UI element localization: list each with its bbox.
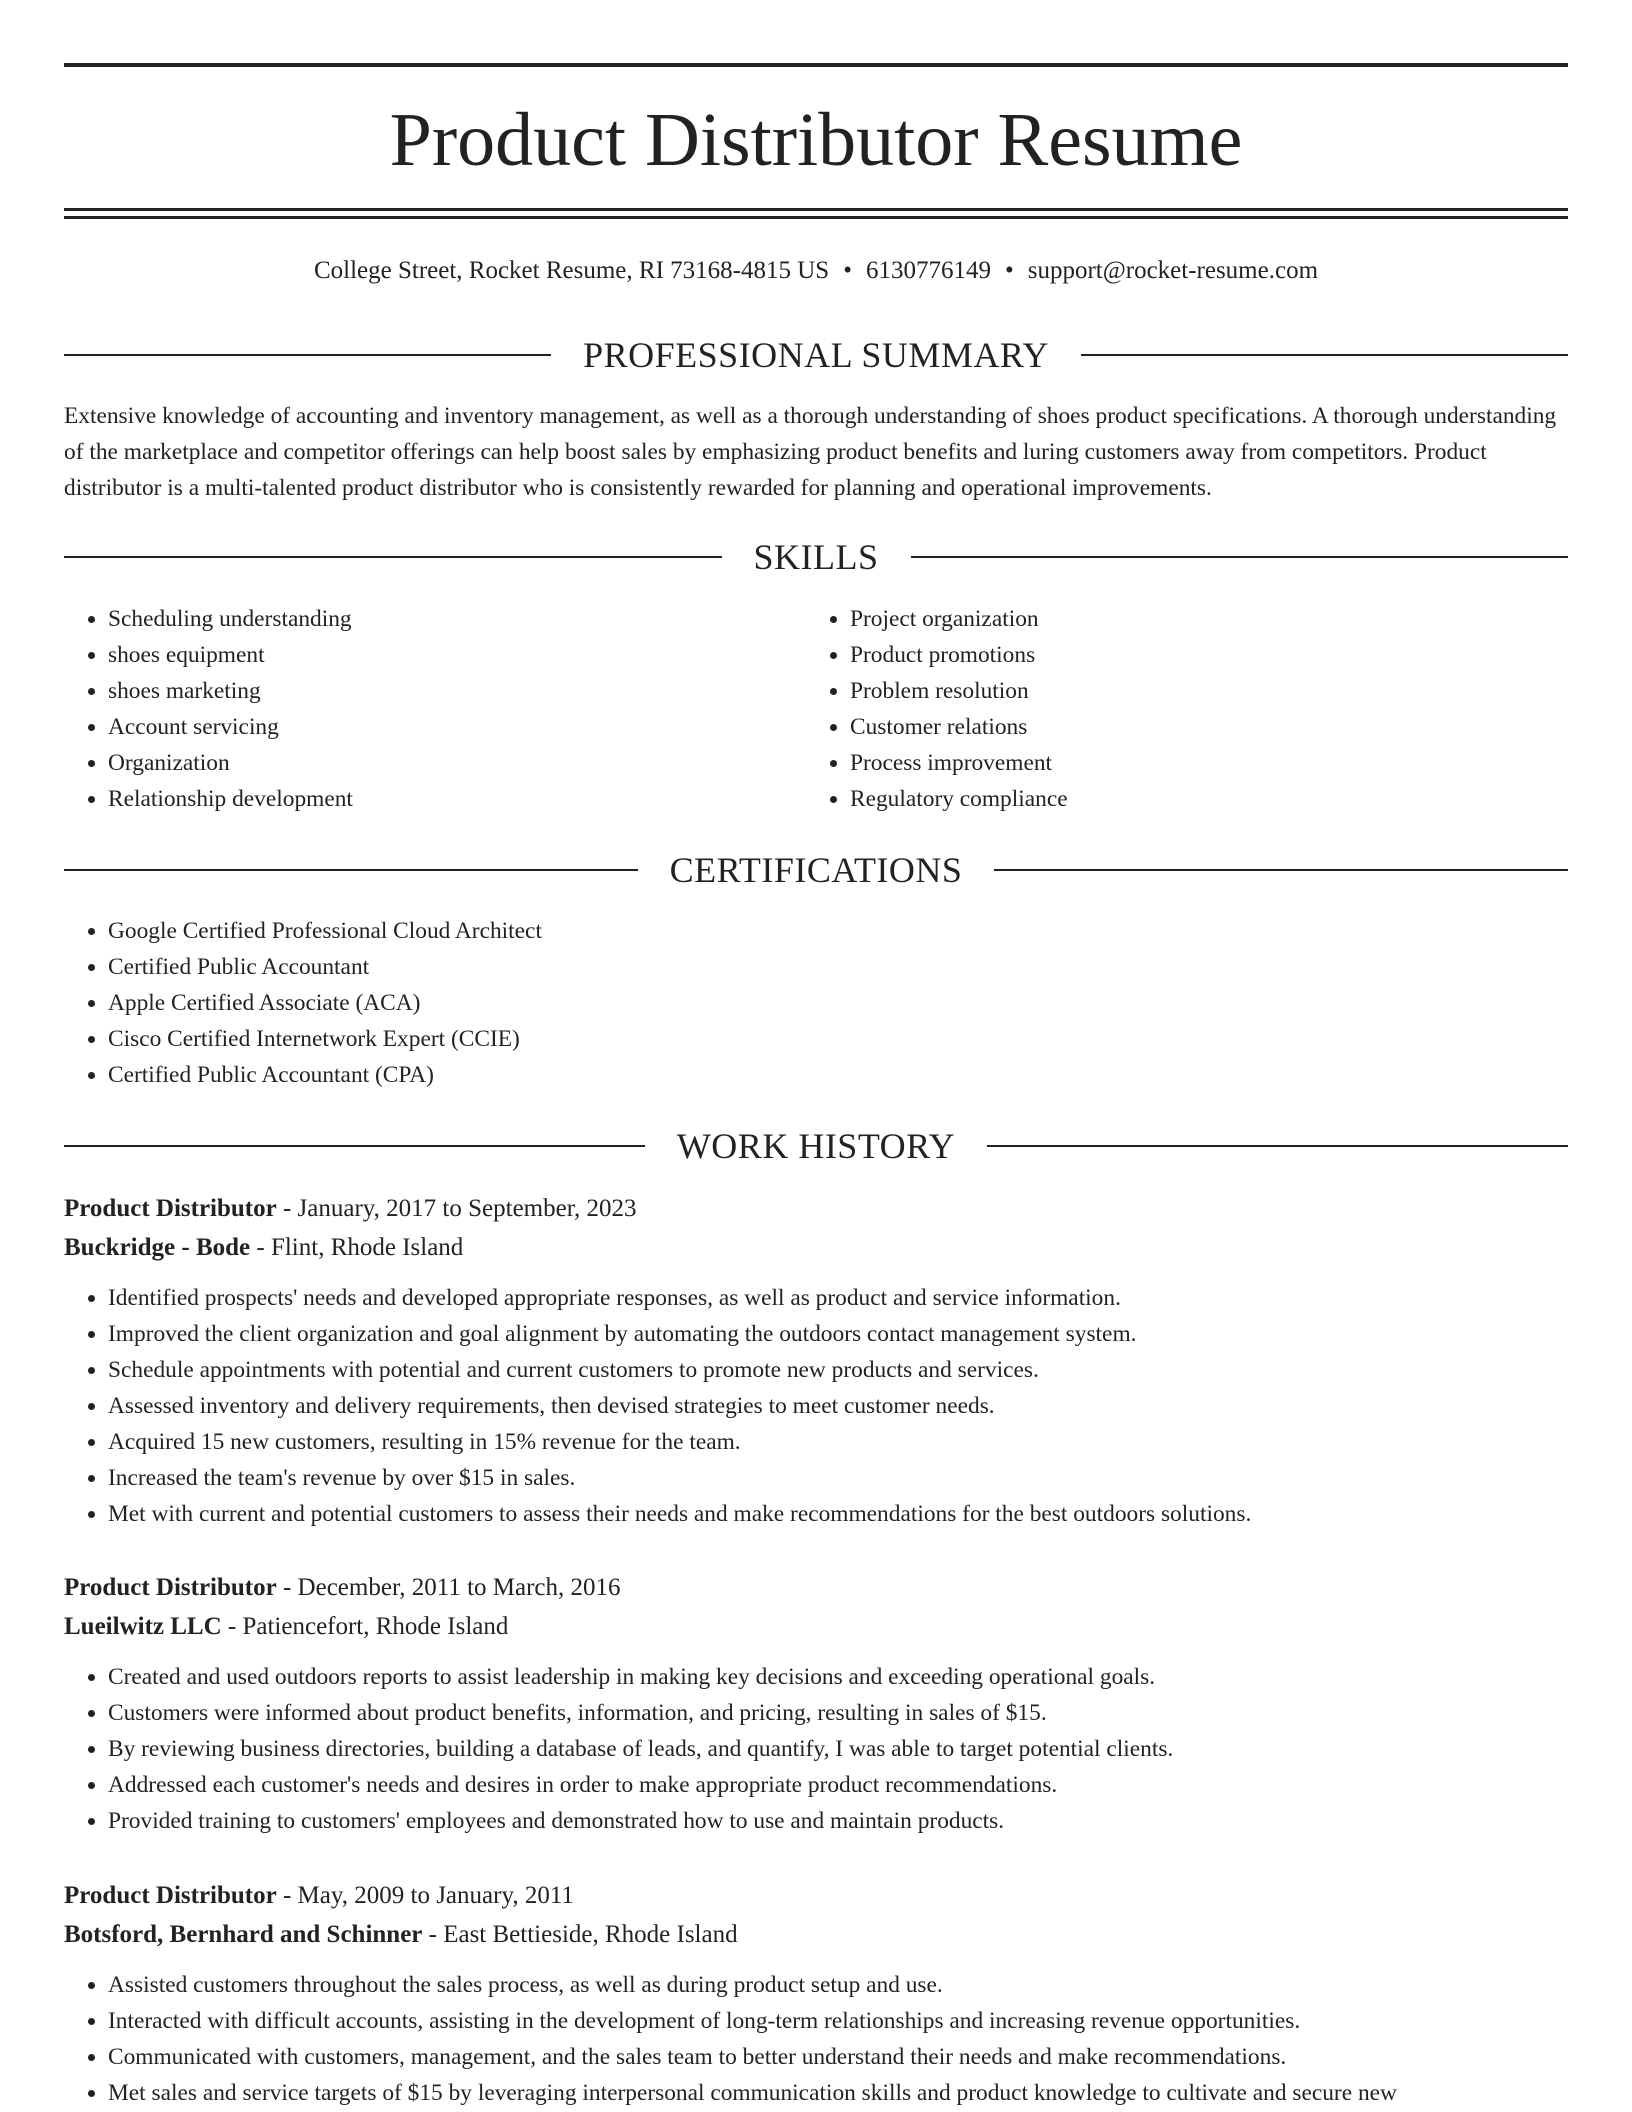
job-location: - Flint, Rhode Island [250, 1234, 464, 1261]
certification-item: • Cisco Certified Internetwork Expert (CCIE) [108, 1021, 1612, 1057]
skill-item: • Scheduling understanding [108, 601, 808, 637]
skill-item: • Problem resolution [850, 673, 1610, 709]
heading-rule [987, 1145, 1568, 1147]
job-role: Product Distributor [64, 1882, 277, 1909]
job-bullet: • Created and used outdoors reports to assist leadership in making key decisions and exceeding operational goals. [108, 1659, 1568, 1695]
contact-separator: • [843, 257, 852, 284]
certifications-list [64, 913, 1612, 1093]
skill-item: • Regulatory compliance [850, 781, 1610, 817]
heading-rule [64, 354, 551, 356]
job-bullet: • Met sales and service targets of $15 by leveraging interpersonal communication skills and product knowledge to cultivate and secure new [108, 2075, 1568, 2111]
skill-item: • Organization [108, 745, 808, 781]
job-bullet: • Improved the client organization and goal alignment by automating the outdoors contact management system. [108, 1316, 1568, 1352]
section-heading-label: SKILLS [753, 537, 879, 577]
skill-item: • Relationship development [108, 781, 808, 817]
section-heading-skills [64, 535, 1568, 579]
skill-item: • Product promotions [850, 637, 1610, 673]
section-heading-certifications [64, 848, 1568, 892]
job-entry [64, 1568, 1568, 1839]
job-bullet: • Identified prospects' needs and developed appropriate responses, as well as product and service information. [108, 1280, 1568, 1316]
job-title-line [64, 1189, 1568, 1228]
job-company-line [64, 1607, 1568, 1646]
heading-rule [911, 556, 1569, 558]
certification-item: • Certified Public Accountant (CPA) [108, 1057, 1612, 1093]
job-entry [64, 1876, 1568, 2111]
section-heading-label: CERTIFICATIONS [669, 850, 963, 890]
section-heading-work-history [64, 1124, 1568, 1168]
skills-list-left [64, 601, 808, 817]
heading-rule [64, 1145, 645, 1147]
job-bullet: • Increased the team's revenue by over $15 in sales. [108, 1460, 1568, 1496]
top-rule [64, 63, 1568, 67]
page-title: Product Distributor Resume [389, 98, 1243, 182]
job-dates: - December, 2011 to March, 2016 [276, 1574, 621, 1601]
certification-item: • Certified Public Accountant [108, 949, 1612, 985]
skill-item: • Process improvement [850, 745, 1610, 781]
section-heading-label: WORK HISTORY [676, 1126, 956, 1166]
contact-address: College Street, Rocket Resume, RI 73168-4815 US [313, 257, 830, 284]
contact-line [64, 254, 1568, 288]
job-bullet: • Met with current and potential customers to assess their needs and make recommendations for the best outdoors solutions. [108, 1496, 1568, 1532]
job-company: Lueilwitz LLC [64, 1613, 222, 1640]
certification-item: • Apple Certified Associate (ACA) [108, 985, 1612, 1021]
job-dates: - January, 2017 to September, 2023 [276, 1195, 637, 1222]
job-title-line [64, 1876, 1568, 1915]
skills-list-right [806, 601, 1610, 817]
job-bullets [64, 1967, 1568, 2111]
certification-item: • Google Certified Professional Cloud Architect [108, 913, 1612, 949]
section-heading-label: PROFESSIONAL SUMMARY [583, 335, 1049, 375]
summary-text: Extensive knowledge of accounting and inventory management, as well as a thorough understanding of shoes product specifications. A thorough understanding of the marketplace and competitor offerings can help boost sales by emphasizing product benefits and luring customers away from competitors. Product distributor is a multi-talented product distributor who is consistently rewarded for planning and operational improvements. [64, 403, 1557, 501]
job-bullet: • Provided training to customers' employees and demonstrated how to use and maintain products. [108, 1803, 1568, 1839]
job-role: Product Distributor [64, 1195, 277, 1222]
heading-rule [994, 869, 1568, 871]
job-company: Botsford, Bernhard and Schinner [64, 1921, 423, 1948]
skill-item: • Project organization [850, 601, 1610, 637]
skill-item: • Account servicing [108, 709, 808, 745]
job-bullet: • Schedule appointments with potential and current customers to promote new products and services. [108, 1352, 1568, 1388]
heading-rule [1081, 354, 1568, 356]
job-bullet: • Assessed inventory and delivery requirements, then devised strategies to meet customer needs. [108, 1388, 1568, 1424]
contact-separator: • [1004, 257, 1014, 284]
job-bullet: • Assisted customers throughout the sales process, as well as during product setup and use. [108, 1967, 1568, 2003]
section-heading-summary [64, 333, 1568, 377]
job-bullet: • Customers were informed about product benefits, information, and pricing, resulting in sales of $15. [108, 1695, 1568, 1731]
job-location: - East Bettieside, Rhode Island [422, 1921, 738, 1948]
job-entry [64, 1189, 1568, 1532]
job-location: - Patiencefort, Rhode Island [221, 1613, 509, 1640]
job-company-line [64, 1915, 1568, 1954]
job-company-line [64, 1228, 1568, 1267]
job-title-line [64, 1568, 1568, 1607]
skill-item: • shoes marketing [108, 673, 808, 709]
job-bullet: • By reviewing business directories, building a database of leads, and quantify, I was able to target potential clients. [108, 1731, 1568, 1767]
skill-item: • shoes equipment [108, 637, 808, 673]
job-dates: - May, 2009 to January, 2011 [276, 1882, 574, 1909]
contact-email: support@rocket-resume.com [1027, 257, 1319, 284]
heading-rule [64, 556, 722, 558]
job-role: Product Distributor [64, 1574, 277, 1601]
title-rule-upper [64, 208, 1568, 211]
heading-rule [64, 869, 638, 871]
job-bullet: • Interacted with difficult accounts, assisting in the development of long-term relationships and increasing revenue opportunities. [108, 2003, 1568, 2039]
job-bullet: • Addressed each customer's needs and desires in order to make appropriate product recommendations. [108, 1767, 1568, 1803]
job-bullet: • Communicated with customers, management, and the sales team to better understand their needs and make recommendations. [108, 2039, 1568, 2075]
job-bullet: • Acquired 15 new customers, resulting in 15% revenue for the team. [108, 1424, 1568, 1460]
job-company: Buckridge - Bode [64, 1234, 251, 1261]
job-bullets [64, 1659, 1568, 1839]
contact-phone: 6130776149 [865, 257, 991, 284]
title-rule-lower [64, 216, 1568, 219]
job-bullets [64, 1280, 1568, 1532]
skill-item: • Customer relations [850, 709, 1610, 745]
